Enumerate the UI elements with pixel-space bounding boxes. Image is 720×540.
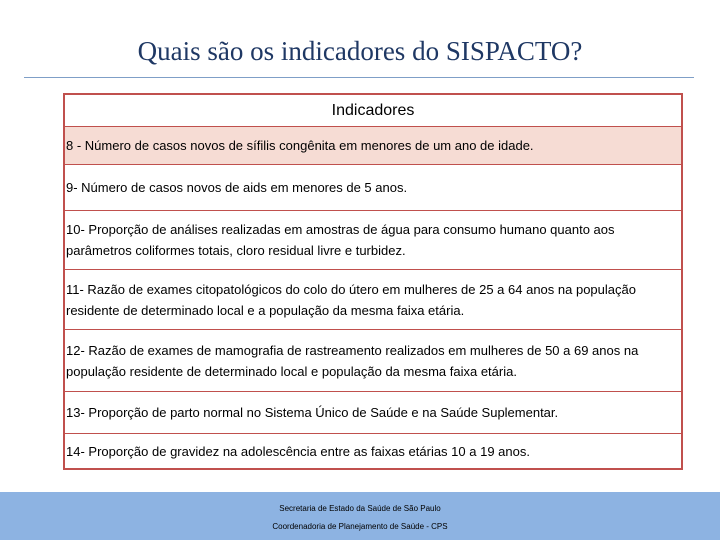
- table-row: [65, 127, 681, 165]
- row-text: 10- Proporção de análises realizadas em amostras de água para consumo humano quanto aos parâmetros coliformes totais, cloro residual livre e turbidez.: [66, 222, 615, 258]
- footer-band: [0, 492, 720, 540]
- table-row: [65, 270, 681, 330]
- footer-line-coordenadoria: Coordenadoria de Planejamento de Saúde - CPS: [272, 522, 448, 531]
- table-row: [65, 211, 681, 270]
- title-divider: [24, 77, 694, 78]
- row-text: 9- Número de casos novos de aids em menores de 5 anos.: [66, 180, 408, 195]
- row-text: 11- Razão de exames citopatológicos do colo do útero em mulheres de 25 a 64 anos na população residente de determinado local e a população da mesma faixa etária.: [66, 281, 636, 318]
- slide-title: Quais são os indicadores do SISPACTO?: [137, 36, 583, 66]
- indicators-table: [63, 93, 683, 470]
- row-text: 14- Proporção de gravidez na adolescência entre as faixas etárias 10 a 19 anos.: [66, 443, 530, 459]
- table-header: Indicadores: [65, 95, 681, 127]
- footer-line-secretaria: Secretaria de Estado da Saúde de São Paulo: [279, 504, 441, 513]
- table-row: [65, 330, 681, 392]
- table-row: [65, 434, 681, 468]
- row-text: 13- Proporção de parto normal no Sistema Único de Saúde e na Saúde Suplementar.: [66, 405, 559, 420]
- table-row: [65, 392, 681, 434]
- table-row: [65, 165, 681, 211]
- row-text: 8 - Número de casos novos de sífilis congênita em menores de um ano de idade.: [66, 138, 534, 153]
- row-text: 12- Razão de exames de mamografia de rastreamento realizados em mulheres de 50 a 69 anos na população residente de determinado local e população da mesma faixa etária.: [66, 342, 639, 379]
